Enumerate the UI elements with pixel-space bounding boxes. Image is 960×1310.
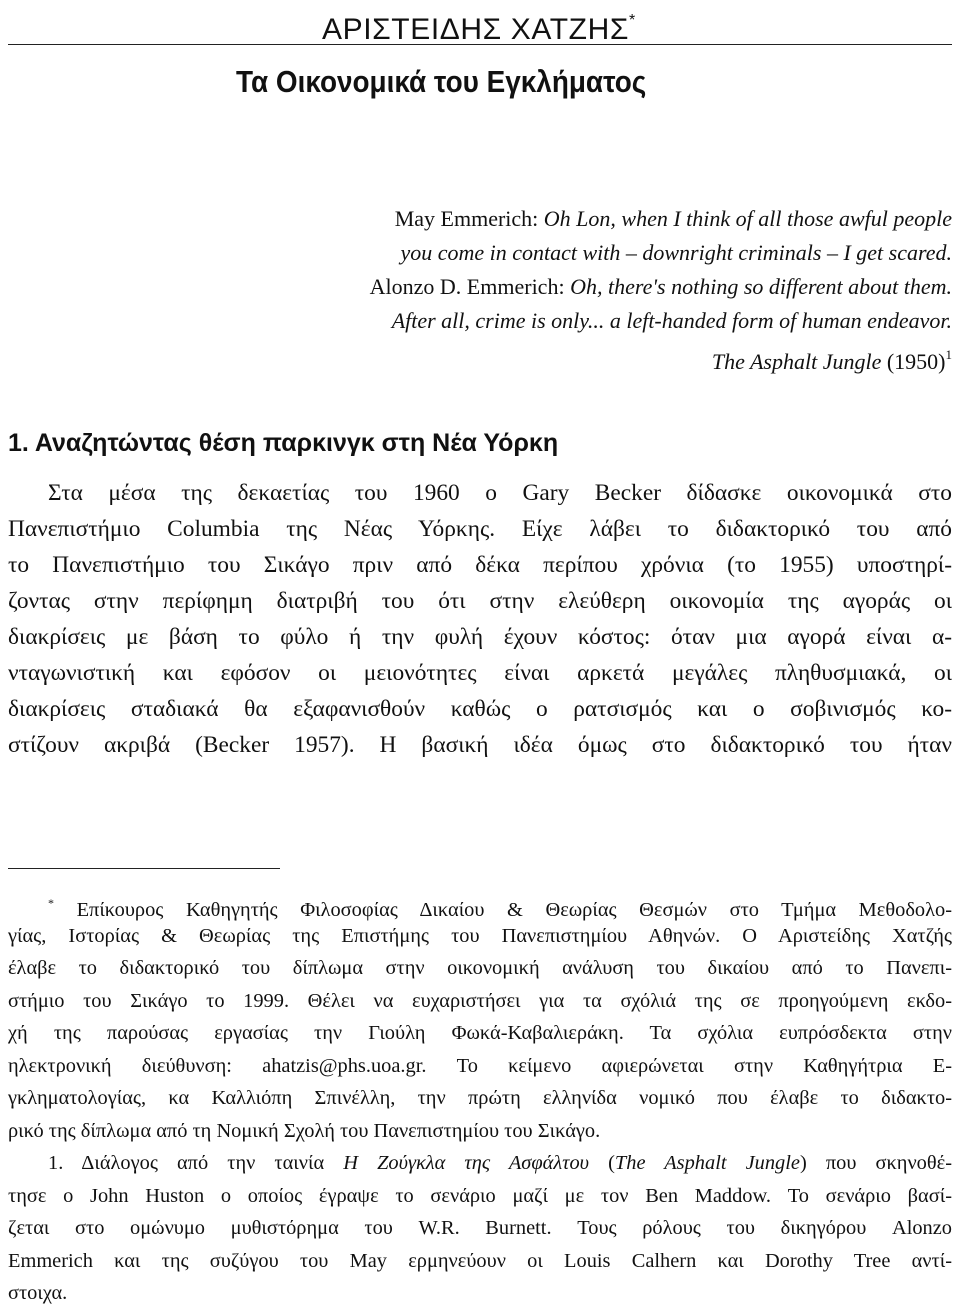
footnote-line: Emmerich και της συζύγου του May ερμηνεύουν οι Louis Calhern και Dorothy Tree αντί-: [8, 1249, 952, 1272]
epigraph-quote: you come in contact with – downright criminals – I get scared.: [400, 240, 952, 265]
footnote-line: στοιχα.: [8, 1282, 68, 1304]
body-line: Στα μέσα της δεκαετίας του 1960 ο Gary Becker δίδασκε οικονομικά στο: [48, 480, 952, 506]
body-paragraph: [8, 475, 952, 763]
body-line: Πανεπιστήμιο Columbia της Νέας Υόρκης. Είχε λάβει το διδακτορικό του από: [8, 516, 952, 542]
author-text: ΑΡΙΣΤΕΙΔΗΣ ΧΑΤΖΗΣ: [322, 13, 630, 46]
header-rule: [8, 44, 952, 45]
body-line: στίζουν ακριβά (Becker 1957). Η βασική ιδέα όμως στο διδακτορικό του ήταν: [8, 732, 952, 758]
epigraph-line: [252, 236, 952, 270]
epigraph-quote: After all, crime is only... a left-handed form of human endeavor.: [391, 308, 952, 333]
footnote-line: ζεται στο ομώνυμο μυθιστόρημα του W.R. Burnett. Τους ρόλους του δικηγόρου Alonzo: [8, 1217, 952, 1239]
epigraph-line: [252, 202, 952, 236]
footnote-rule: [8, 868, 280, 869]
author-name: [322, 2, 636, 49]
footnote-line: στήμιο του Σικάγο το 1999. Θέλει να ευχαριστήσει για τα σχόλιά της σε προηγούμενη εκδο-: [8, 989, 952, 1012]
footnote-text: 1. Διάλογος από την ταινία: [48, 1152, 344, 1174]
epigraph-line: [252, 304, 952, 338]
body-line: ζοντας στην περίφημη διατριβή του ότι στην ελεύθερη οικονομία της αγοράς οι: [8, 588, 952, 614]
footnote-text: ) που σκηνοθέ-: [799, 1152, 952, 1174]
footnote-film-title: The Asphalt Jungle: [614, 1152, 800, 1174]
footnote-line: [8, 1147, 952, 1180]
footnote-text: (: [589, 1152, 615, 1174]
article-title: Τα Οικονομικά του Εγκλήματος: [236, 64, 647, 99]
footnote-line: έλαβε το διδακτορικό του δίπλωμα στην οικονομική ανάλυση του δικαίου από το Πανεπι-: [8, 957, 952, 979]
epigraph-line: [252, 270, 952, 304]
footnote-line: ρικό της δίπλωμα από τη Νομική Σχολή του Πανεπιστημίου του Σικάγο.: [8, 1119, 601, 1142]
epigraph-source: [252, 338, 952, 379]
author-footnote-mark: *: [629, 12, 636, 29]
footnote-line: τησε ο John Huston ο οποίος έγραψε το σενάριο μαζί με τον Ben Maddow. Το σενάριο βασί-: [8, 1184, 952, 1207]
epigraph-footnote-ref: 1: [945, 347, 952, 362]
body-line: διακρίσεις σταδιακά θα εξαφανισθούν καθώς ο ρατσισμός και ο σοβινισμός κο-: [8, 696, 952, 722]
epigraph-quote: Oh Lon, when I think of all those awful people: [543, 206, 952, 231]
epigraph-speaker: May Emmerich:: [394, 206, 544, 231]
epigraph-speaker: Alonzo D. Emmerich:: [369, 274, 571, 299]
footnote-line: χή της παρούσας εργασίας την Γιούλη Φωκά-Καβαλιεράκη. Τα σχόλια ευπρόσδεκτα στην: [8, 1022, 952, 1044]
epigraph-source-year: (1950): [881, 349, 946, 374]
document-page: [8, 0, 952, 1304]
footnote-text: Επίκουρος Καθηγητής Φιλοσοφίας Δικαίου & Θεωρίας Θεσμών στο Τμήμα Μεθοδολο-: [54, 899, 952, 921]
epigraph: [252, 202, 952, 379]
body-line: διακρίσεις με βάση το φύλο ή την φυλή έχουν κόστος: όταν μια αγορά είναι α-: [8, 624, 952, 650]
footnote-line: ηλεκτρονική διεύθυνση: ahatzis@phs.uoa.gr. Το κείμενο αφιερώνεται στην Καθηγήτρια Ε-: [8, 1054, 952, 1077]
footnote-mark: *: [48, 896, 54, 910]
footnote-line: γίας, Ιστορίας & Θεωρίας της Επιστήμης του Πανεπιστημίου Αθηνών. Ο Αριστείδης Χατζής: [8, 924, 952, 947]
footnote-film-title: Η Ζούγκλα της Ασφάλτου: [343, 1152, 590, 1174]
section-heading: 1. Αναζητώντας θέση παρκινγκ στη Νέα Υόρκη: [8, 429, 559, 457]
footnote-line: [8, 887, 952, 920]
footnotes: [8, 887, 952, 1310]
body-line: το Πανεπιστήμιο του Σικάγο πριν από δέκα περίπου χρόνια (το 1955) υποστηρί-: [8, 552, 952, 578]
footnote-line: γκληματολογίας, κα Καλλιόπη Σπινέλλη, την πρώτη ελληνίδα νομικό που έλαβε το διδακτο-: [8, 1087, 952, 1109]
epigraph-source-title: The Asphalt Jungle: [711, 349, 882, 374]
body-line: νταγωνιστική και εφόσον οι μειονότητες είναι αρκετά μεγάλες πληθυσμιακά, οι: [8, 660, 952, 686]
epigraph-quote: Oh, there's nothing so different about them.: [570, 274, 952, 299]
